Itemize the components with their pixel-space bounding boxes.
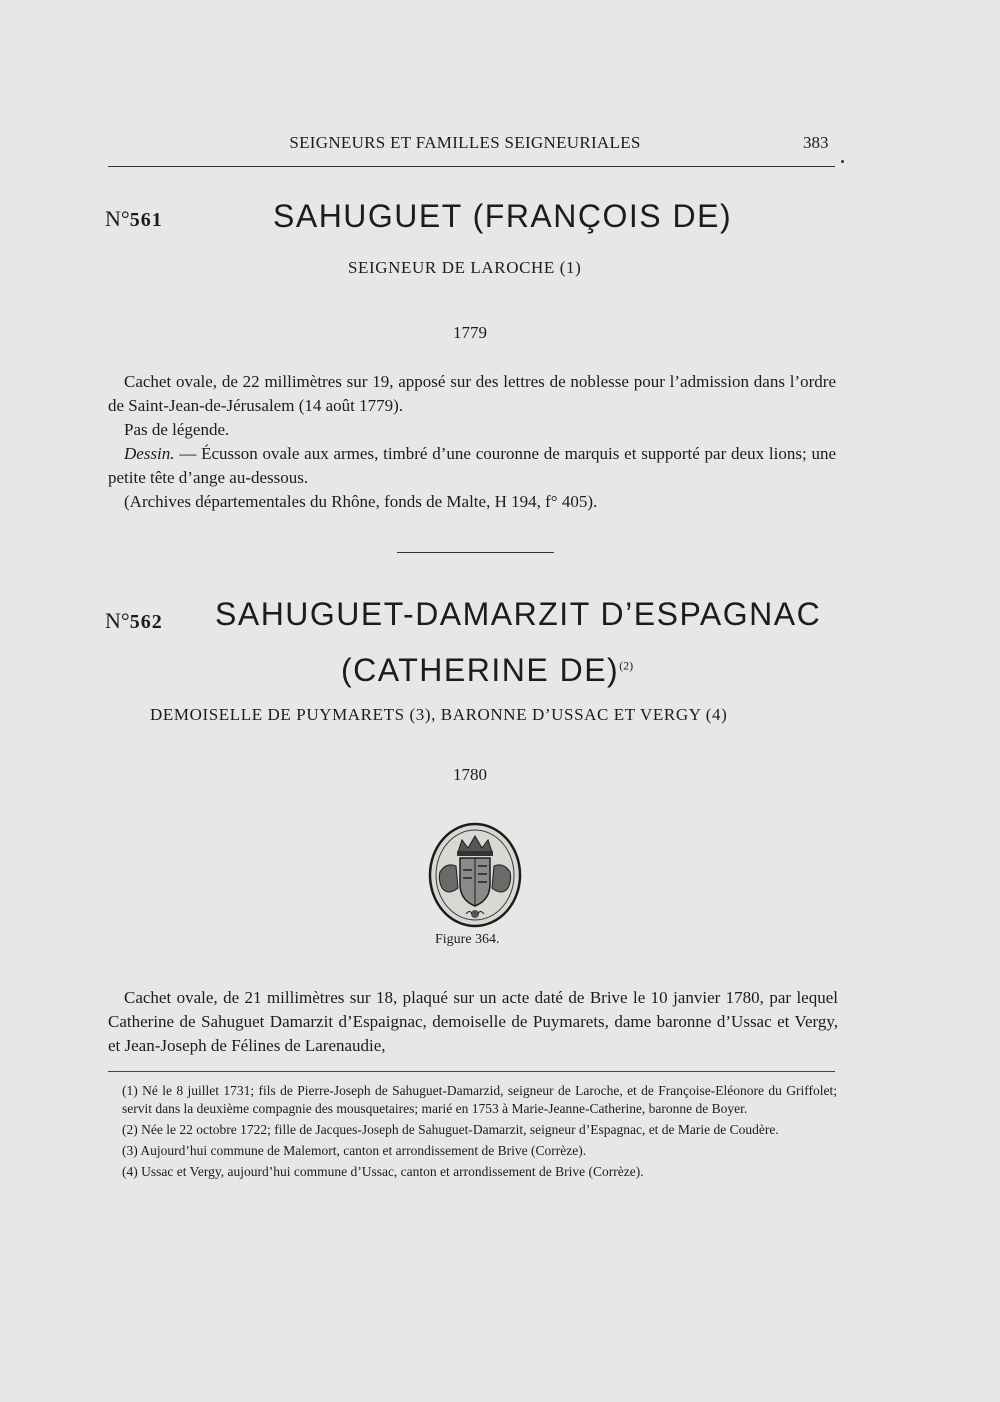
entry-562-title-line-2 <box>341 652 633 689</box>
entry-561-year: 1779 <box>453 323 487 342</box>
entry-562-body <box>108 986 838 1058</box>
entry-562-year: 1780 <box>453 765 487 784</box>
entry-561-title: SAHUGUET (FRANÇOIS DE) <box>273 198 733 234</box>
footnotes <box>122 1082 837 1184</box>
header-rule <box>108 166 835 167</box>
seal-figure <box>428 822 522 928</box>
entry-561-paragraph-4: (Archives départementales du Rhône, fonds de Malte, H 194, f° 405). <box>124 492 598 511</box>
footnote-3: (3) Aujourd’hui commune de Malemort, canton et arrondissement de Brive (Corrèze). <box>122 1143 587 1158</box>
header-dot <box>841 160 844 163</box>
entry-number-prefix: N° <box>105 608 130 633</box>
footnotes-rule <box>108 1071 835 1072</box>
entry-561-paragraph-2: Pas de légende. <box>124 420 230 439</box>
entry-562-paragraph-1: Cachet ovale, de 21 millimètres sur 18, plaqué sur un acte daté de Brive le 10 janvier 1780, par lequel Catherine de Sahuguet Damarzit d’Espaignac, demoiselle de Puymarets, dame baronne d’Ussac et Vergy, et Jean-Joseph de Félines de Larenaudie, <box>108 988 838 1055</box>
footnote-2: (2) Née le 22 octobre 1722; fille de Jacques-Joseph de Sahuguet-Damarzit, seigneur d’Espagnac, et de Marie de Coudère. <box>122 1122 779 1137</box>
page-number: 383 <box>803 133 829 152</box>
entry-number-prefix: N° <box>105 206 130 231</box>
entry-561-number <box>105 206 163 232</box>
entry-562-number <box>105 608 163 634</box>
entry-number-value: 562 <box>129 611 163 633</box>
footnote-4: (4) Ussac et Vergy, aujourd’hui commune d’Ussac, canton et arrondissement de Brive (Corrèze). <box>122 1164 644 1179</box>
footnote-ref: (2) <box>619 658 634 673</box>
entry-561-subtitle: SEIGNEUR DE LAROCHE (1) <box>348 258 582 277</box>
title-text: (CATHERINE DE) <box>341 652 620 688</box>
section-separator <box>397 552 554 553</box>
entry-562-subtitle: DEMOISELLE DE PUYMARETS (3), BARONNE D’USSAC ET VERGY (4) <box>150 705 728 724</box>
dessin-label: Dessin. <box>124 444 175 463</box>
running-title: SEIGNEURS ET FAMILLES SEIGNEURIALES <box>289 133 641 152</box>
entry-number-value: 561 <box>129 209 163 231</box>
entry-561-paragraph-1: Cachet ovale, de 22 millimètres sur 19, apposé sur des lettres de noblesse pour l’admission dans l’ordre de Saint-Jean-de-Jérusalem (14 août 1779). <box>108 372 836 415</box>
entry-561-paragraph-3 <box>108 442 836 490</box>
footnote-1: (1) Né le 8 juillet 1731; fils de Pierre-Joseph de Sahuguet-Damarzid, seigneur de Laroche, et de Françoise-Eléonore du Griffolet; servit dans la deuxième compagnie des mousquetaires; marié en 1753 à Marie-Jeanne-Catherine, baronne de Boyer. <box>122 1083 837 1116</box>
entry-561-body <box>108 370 836 514</box>
figure-caption: Figure 364. <box>435 932 500 947</box>
seal-emblem-icon <box>428 822 522 928</box>
entry-562-title-line-1: SAHUGUET-DAMARZIT D’ESPAGNAC <box>215 596 822 632</box>
dessin-text: — Écusson ovale aux armes, timbré d’une couronne de marquis et supporté par deux lions; une petite tête d’ange au-dessous. <box>108 444 836 487</box>
